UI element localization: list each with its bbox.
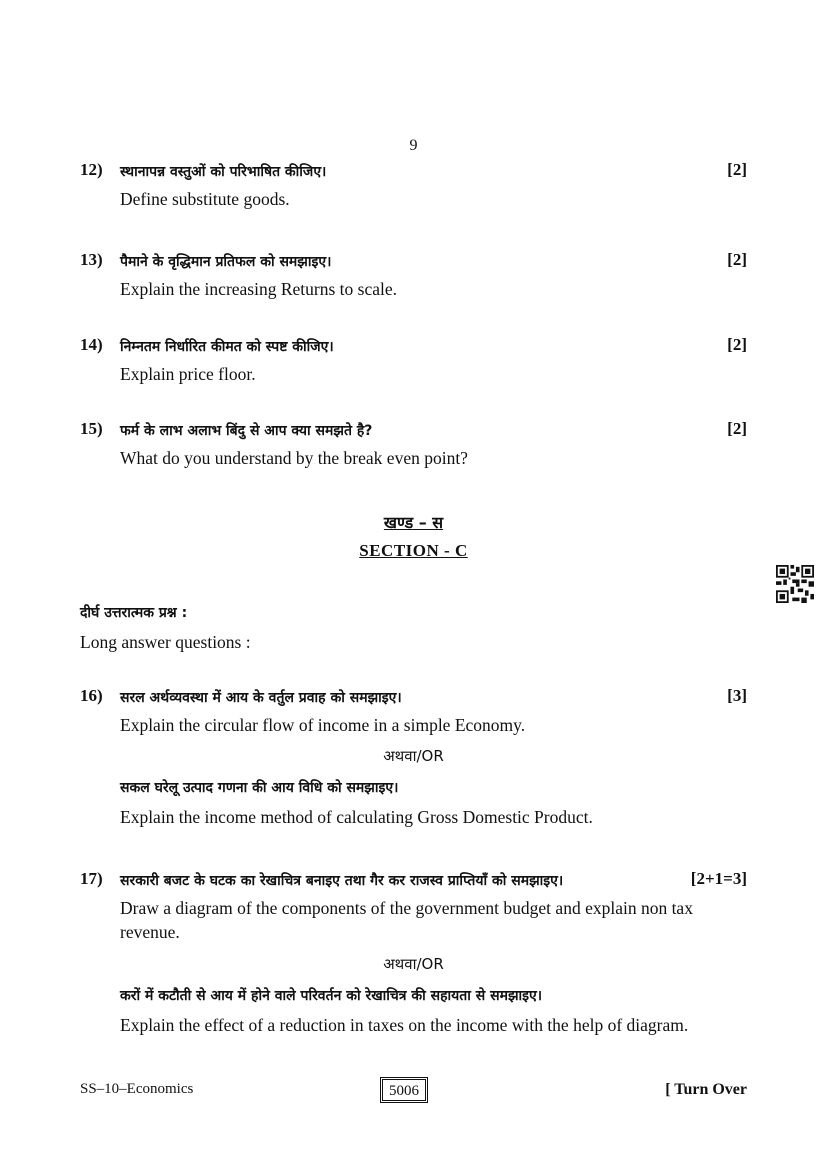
question-text-hindi: सरकारी बजट के घटक का रेखाचित्र बनाइए तथा गैर कर राजस्व प्राप्तियाँ को समझाइए। bbox=[120, 873, 564, 889]
page-number: 9 bbox=[409, 137, 418, 154]
alternative-question-english: Explain the income method of calculating Gross Domestic Product. bbox=[120, 807, 593, 827]
question-text-hindi: निम्नतम निर्धारित कीमत को स्पष्ट कीजिए। bbox=[120, 339, 334, 355]
long-answer-intro-hindi: दीर्घ उत्तरात्मक प्रश्न : bbox=[80, 605, 188, 621]
paper-code: SS–10–Economics bbox=[80, 1081, 194, 1097]
or-separator: अथवा/OR bbox=[383, 747, 444, 765]
question-text-english: Explain price floor. bbox=[120, 364, 256, 384]
question-number: 15) bbox=[80, 419, 103, 438]
section-title-english: SECTION - C bbox=[359, 541, 468, 560]
alternative-question-hindi: करों में कटौती से आय में होने वाले परिवर्तन को रेखाचित्र की सहायता से समझाइए। bbox=[120, 988, 543, 1004]
question-marks: [3] bbox=[727, 686, 747, 705]
question-text-english: Explain the circular flow of income in a simple Economy. bbox=[120, 715, 526, 735]
question-marks: [2] bbox=[727, 160, 747, 179]
question-number: 12) bbox=[80, 160, 103, 179]
question-text-hindi: पैमाने के वृद्धिमान प्रतिफल को समझाइए। bbox=[120, 254, 332, 270]
question-number: 14) bbox=[80, 335, 103, 354]
question-text-hindi: स्थानापन्न वस्तुओं को परिभाषित कीजिए। bbox=[120, 164, 327, 180]
question-text-english: What do you understand by the break even point? bbox=[120, 448, 468, 468]
question-text-english: Define substitute goods. bbox=[120, 189, 290, 209]
alternative-question-hindi: सकल घरेलू उत्पाद गणना की आय विधि को समझाइए। bbox=[120, 780, 399, 796]
question-number: 17) bbox=[80, 869, 103, 888]
question-text-english: Draw a diagram of the components of the government budget and explain non tax revenue. bbox=[120, 898, 693, 942]
qr-code-icon bbox=[776, 565, 814, 603]
question-text-english: Explain the increasing Returns to scale. bbox=[120, 279, 398, 299]
or-separator: अथवा/OR bbox=[383, 955, 444, 973]
question-number: 16) bbox=[80, 686, 103, 705]
long-answer-intro-english: Long answer questions : bbox=[80, 632, 251, 652]
question-number: 13) bbox=[80, 250, 103, 269]
question-marks: [2] bbox=[727, 335, 747, 354]
question-marks: [2+1=3] bbox=[690, 869, 747, 888]
question-text-hindi: सरल अर्थव्यवस्था में आय के वर्तुल प्रवाह को समझाइए। bbox=[120, 690, 402, 706]
alternative-question-english: Explain the effect of a reduction in taxes on the income with the help of diagram. bbox=[120, 1015, 689, 1035]
turn-over-label: [ Turn Over bbox=[665, 1081, 747, 1098]
section-title-hindi: खण्ड – स bbox=[383, 513, 444, 532]
paper-number: 5006 bbox=[382, 1079, 426, 1101]
question-marks: [2] bbox=[727, 419, 747, 438]
question-marks: [2] bbox=[727, 250, 747, 269]
question-text-hindi: फर्म के लाभ अलाभ बिंदु से आप क्या समझते है? bbox=[120, 423, 373, 439]
